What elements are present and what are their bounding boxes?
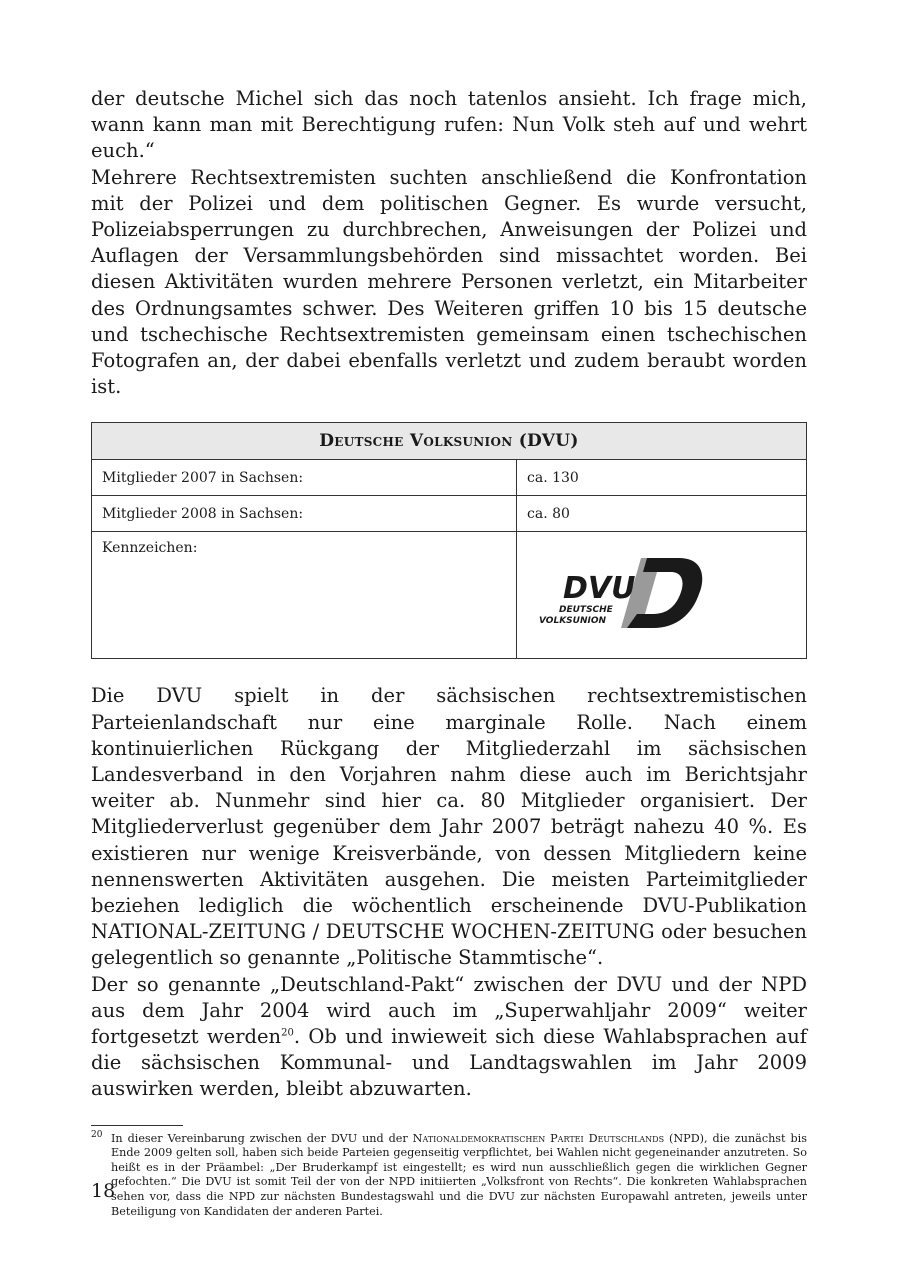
members-2008-label: Mitglieder 2008 in Sachsen: <box>92 496 517 532</box>
body-paragraph-2-end: . Ob und inwieweit sich diese Wahlabsprachen auf die sächsischen Kommunal- und Landtagswahlen im Jahr 2009 auswirken werden, bleibt abzuwarten. <box>91 1025 807 1101</box>
footnote-divider <box>91 1125 183 1126</box>
logo-line-1: DEUTSCHE <box>559 605 613 616</box>
footnote-party-name: Nationaldemokratischen Partei Deutschlands <box>412 1131 665 1145</box>
footnote-20 <box>91 1129 807 1220</box>
logo-main-text: DVU <box>563 571 636 607</box>
members-2007-value: ca. 130 <box>517 460 807 496</box>
footnote-number: 20 <box>91 1129 103 1140</box>
footnote-reference[interactable]: 20 <box>281 1027 294 1039</box>
footnote-text-end: (NPD), die zunächst bis Ende 2009 gelten soll, haben sich beide Parteien gegenseitig verpflichtet, bei Wahlen nicht gegeneinander anzutreten. So heißt es in der Präambel: „Der Bruderkampf ist eingestellt; es wird nun ausschließlich gegen die wirklichen Gegner gefochten.“ Die DVU ist somit Teil der von der NPD initiierten „Volksfront von Rechts“. Die konkreten Wahlabsprachen sehen vor, dass die NPD zur nächsten Bundestagswahl und die DVU zur nächsten Europawahl antreten, jeweils unter Beteiligung von Kandidaten der anderen Partei. <box>111 1131 807 1218</box>
table-row <box>92 532 807 659</box>
dvu-info-table <box>91 422 807 659</box>
kennzeichen-label: Kennzeichen: <box>92 532 517 659</box>
table-row <box>92 460 807 496</box>
table-row <box>92 496 807 532</box>
dvu-logo-icon <box>529 552 705 634</box>
logo-line-2: VOLKSUNION <box>539 616 607 627</box>
logo-cell <box>517 532 807 659</box>
table-title: Deutsche Volksunion (DVU) <box>92 423 807 460</box>
body-paragraph-2 <box>91 972 807 1103</box>
footnote-text-start: In dieser Vereinbarung zwischen der DVU und der <box>111 1131 413 1145</box>
members-2007-label: Mitglieder 2007 in Sachsen: <box>92 460 517 496</box>
body-paragraph-1: Die DVU spielt in der sächsischen rechtsextremistischen Parteienlandschaft nur eine marginale Rolle. Nach einem kontinuierlichen Rückgang der Mitgliederzahl im sächsischen Landesverband in den Vorjahren nahm diese auch im Berichtsjahr weiter ab. Nunmehr sind hier ca. 80 Mitglieder organisiert. Der Mitgliederverlust gegenüber dem Jahr 2007 beträgt nahezu 40 %. Es existieren nur wenige Kreisverbände, von dessen Mitgliedern keine nennenswerten Aktivitäten ausgehen. Die meisten Parteimitglieder beziehen lediglich die wöchentlich erscheinende DVU-Publikation NATIONAL-ZEITUNG / DEUTSCHE WOCHEN-ZEITUNG oder besuchen gelegentlich so genannte „Politische Stammtische“. <box>91 684 807 970</box>
dvu-logo <box>527 540 796 638</box>
intro-paragraph-2: Mehrere Rechtsextremisten suchten anschließend die Konfrontation mit der Polizei und dem politischen Gegner. Es wurde versucht, Polizeiabsperrungen zu durchbrechen, Anweisungen der Polizei und Auflagen der Versammlungsbehörden sind missachtet worden. Bei diesen Aktivitäten wurden mehrere Personen verletzt, ein Mitarbeiter des Ordnungsamtes schwer. Des Weiteren griffen 10 bis 15 deutsche und tschechische Rechtsextremisten gemeinsam einen tschechischen Fotografen an, der dabei ebenfalls verletzt und zudem beraubt worden ist. <box>91 165 807 399</box>
body-paragraph-2-start: Der so genannte „Deutschland-Pakt“ zwischen der DVU und der NPD aus dem Jahr 2004 wird auch im „Superwahljahr 2009“ weiter fortgesetzt werden <box>91 972 807 1049</box>
intro-paragraph-1: der deutsche Michel sich das noch tatenlos ansieht. Ich frage mich, wann kann man mit Berechtigung rufen: Nun Volk steh auf und wehrt euch.“ <box>91 87 807 163</box>
page-content <box>91 86 807 1219</box>
members-2008-value: ca. 80 <box>517 496 807 532</box>
page-number: 18 <box>91 1180 116 1202</box>
